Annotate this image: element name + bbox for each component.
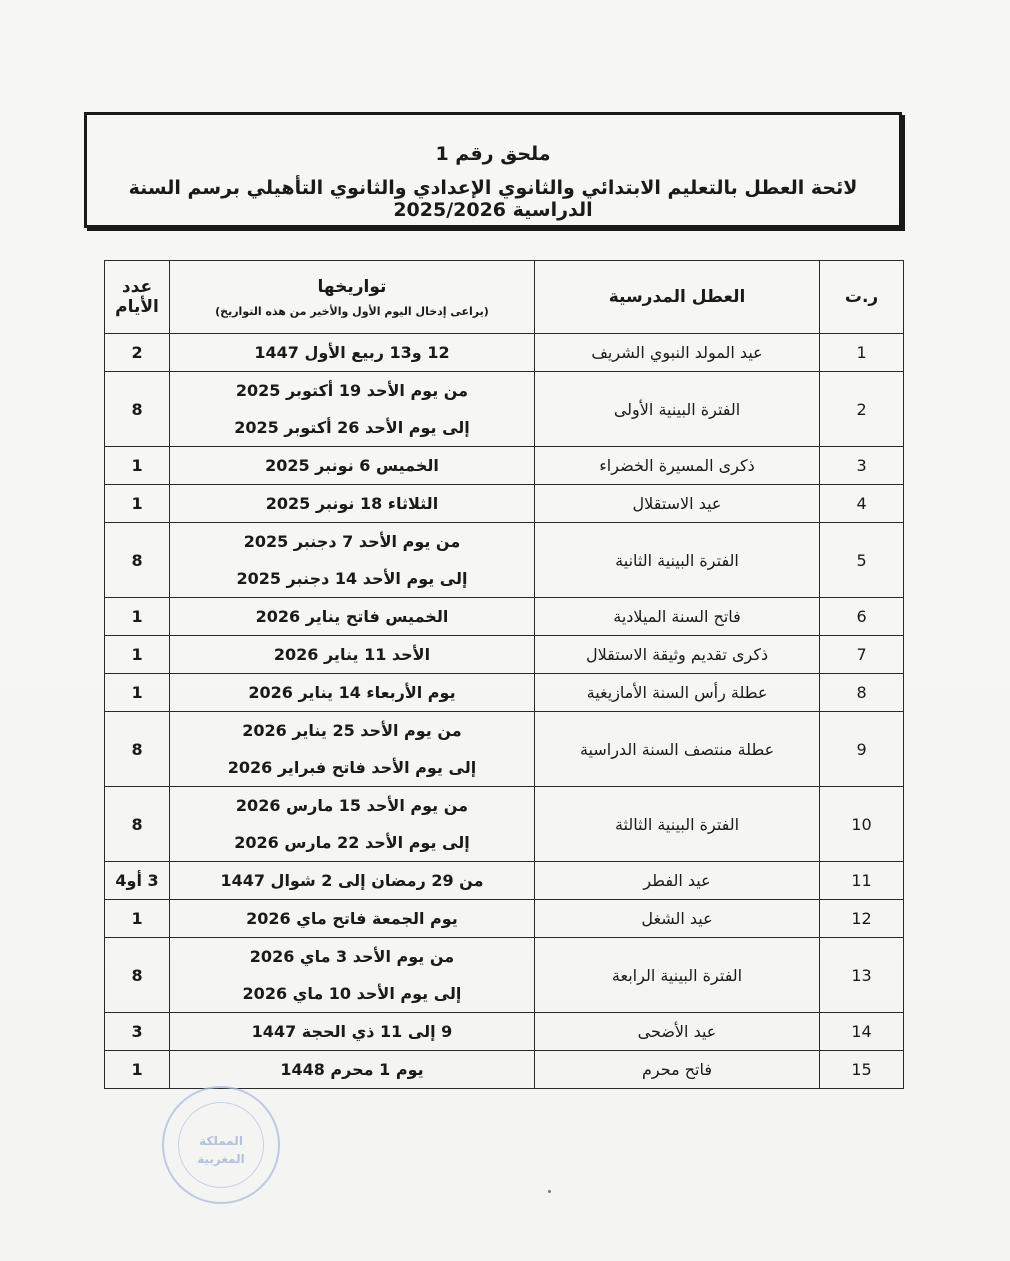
table-row bbox=[105, 900, 904, 938]
table-row bbox=[105, 447, 904, 485]
table-row bbox=[105, 334, 904, 372]
date-line: 9 إلى 11 ذي الحجة 1447 bbox=[251, 1022, 453, 1041]
row-number: 10 bbox=[820, 787, 904, 862]
table-row bbox=[105, 1013, 904, 1051]
table-row bbox=[105, 862, 904, 900]
days-count: 1 bbox=[105, 636, 170, 674]
holiday-name: عيد الاستقلال bbox=[534, 485, 819, 523]
holiday-dates bbox=[170, 485, 535, 523]
days-count: 2 bbox=[105, 334, 170, 372]
days-count: 1 bbox=[105, 598, 170, 636]
row-number: 14 bbox=[820, 1013, 904, 1051]
date-line: الثلاثاء 18 نونبر 2025 bbox=[265, 494, 439, 513]
days-count: 8 bbox=[105, 712, 170, 787]
table-row bbox=[105, 485, 904, 523]
holiday-dates bbox=[170, 372, 535, 447]
table-row bbox=[105, 523, 904, 598]
holiday-dates bbox=[170, 636, 535, 674]
row-number: 6 bbox=[820, 598, 904, 636]
days-count: 1 bbox=[105, 674, 170, 712]
row-number: 11 bbox=[820, 862, 904, 900]
document-header bbox=[84, 112, 902, 228]
date-line: من يوم الأحد 3 ماي 2026 bbox=[249, 947, 455, 966]
days-count: 1 bbox=[105, 1051, 170, 1089]
row-number: 1 bbox=[820, 334, 904, 372]
holiday-name: عطلة رأس السنة الأمازيغية bbox=[534, 674, 819, 712]
table-row bbox=[105, 1051, 904, 1089]
date-line: إلى يوم الأحد فاتح فبراير 2026 bbox=[227, 758, 477, 777]
seal-text bbox=[164, 1132, 278, 1168]
holiday-name: عيد المولد النبوي الشريف bbox=[534, 334, 819, 372]
date-line: من يوم الأحد 19 أكتوبر 2025 bbox=[235, 381, 469, 400]
table-row bbox=[105, 712, 904, 787]
header-dates-note: (يراعى إدخال اليوم الأول والأخير من هذه التواريخ) bbox=[215, 304, 489, 318]
holiday-dates bbox=[170, 334, 535, 372]
table-row bbox=[105, 372, 904, 447]
date-line: يوم الأربعاء 14 يناير 2026 bbox=[248, 683, 456, 702]
row-number: 9 bbox=[820, 712, 904, 787]
header-days-line2: الأيام bbox=[115, 297, 159, 317]
holiday-name: الفترة البينية الأولى bbox=[534, 372, 819, 447]
holiday-dates bbox=[170, 862, 535, 900]
holiday-name: فاتح محرم bbox=[534, 1051, 819, 1089]
row-number: 4 bbox=[820, 485, 904, 523]
date-line: الخميس فاتح يناير 2026 bbox=[255, 607, 449, 626]
date-line: 12 و13 ربيع الأول 1447 bbox=[254, 343, 450, 362]
date-line: يوم 1 محرم 1448 bbox=[280, 1060, 424, 1079]
holiday-dates bbox=[170, 1051, 535, 1089]
date-line: إلى يوم الأحد 14 دجنبر 2025 bbox=[236, 569, 468, 588]
table-header-row bbox=[105, 261, 904, 334]
seal-text-line2: المغربية bbox=[197, 1152, 245, 1166]
holiday-name: الفترة البينية الثانية bbox=[534, 523, 819, 598]
date-line: الخميس 6 نونبر 2025 bbox=[265, 456, 439, 475]
days-count: 8 bbox=[105, 372, 170, 447]
seal-text-line1: المملكة bbox=[199, 1134, 243, 1148]
days-count: 8 bbox=[105, 938, 170, 1013]
date-line: من يوم الأحد 7 دجنبر 2025 bbox=[243, 532, 461, 551]
date-line: إلى يوم الأحد 22 مارس 2026 bbox=[234, 833, 470, 852]
holiday-dates bbox=[170, 938, 535, 1013]
header-days bbox=[105, 261, 170, 334]
holiday-dates bbox=[170, 674, 535, 712]
holiday-dates bbox=[170, 712, 535, 787]
header-days-line1: عدد bbox=[121, 277, 153, 297]
row-number: 3 bbox=[820, 447, 904, 485]
holiday-name: الفترة البينية الرابعة bbox=[534, 938, 819, 1013]
row-number: 15 bbox=[820, 1051, 904, 1089]
date-line: يوم الجمعة فاتح ماي 2026 bbox=[246, 909, 458, 928]
holiday-dates bbox=[170, 900, 535, 938]
holiday-name: عيد الأضحى bbox=[534, 1013, 819, 1051]
days-count: 1 bbox=[105, 485, 170, 523]
table-row bbox=[105, 598, 904, 636]
row-number: 2 bbox=[820, 372, 904, 447]
holidays-table bbox=[104, 260, 904, 1089]
row-number: 5 bbox=[820, 523, 904, 598]
holiday-name: الفترة البينية الثالثة bbox=[534, 787, 819, 862]
date-line: من يوم الأحد 15 مارس 2026 bbox=[235, 796, 469, 815]
table-body bbox=[105, 334, 904, 1089]
header-num: ر.ت bbox=[820, 261, 904, 334]
holiday-name: عطلة منتصف السنة الدراسية bbox=[534, 712, 819, 787]
holiday-name: فاتح السنة الميلادية bbox=[534, 598, 819, 636]
row-number: 7 bbox=[820, 636, 904, 674]
page-speck bbox=[548, 1190, 551, 1193]
holiday-dates bbox=[170, 598, 535, 636]
days-count: 1 bbox=[105, 900, 170, 938]
date-line: من يوم الأحد 25 يناير 2026 bbox=[242, 721, 462, 740]
holiday-dates bbox=[170, 447, 535, 485]
holiday-name: عيد الفطر bbox=[534, 862, 819, 900]
days-count: 8 bbox=[105, 523, 170, 598]
header-dates bbox=[170, 261, 535, 334]
holiday-dates bbox=[170, 1013, 535, 1051]
document-title: لائحة العطل بالتعليم الابتدائي والثانوي الإعدادي والثانوي التأهيلي برسم السنة الدراسية 2025/2026 bbox=[128, 177, 858, 221]
table-row bbox=[105, 674, 904, 712]
table-row bbox=[105, 938, 904, 1013]
table-row bbox=[105, 636, 904, 674]
date-line: إلى يوم الأحد 10 ماي 2026 bbox=[242, 984, 462, 1003]
holiday-name: عيد الشغل bbox=[534, 900, 819, 938]
table-row bbox=[105, 787, 904, 862]
date-line: الأحد 11 يناير 2026 bbox=[273, 645, 431, 664]
row-number: 13 bbox=[820, 938, 904, 1013]
annex-label: ملحق رقم 1 bbox=[435, 143, 551, 165]
days-count: 3 أو4 bbox=[105, 862, 170, 900]
holiday-name: ذكرى تقديم وثيقة الاستقلال bbox=[534, 636, 819, 674]
date-line: من 29 رمضان إلى 2 شوال 1447 bbox=[220, 871, 484, 890]
days-count: 1 bbox=[105, 447, 170, 485]
holiday-dates bbox=[170, 787, 535, 862]
date-line: إلى يوم الأحد 26 أكتوبر 2025 bbox=[234, 418, 470, 437]
row-number: 12 bbox=[820, 900, 904, 938]
holiday-dates bbox=[170, 523, 535, 598]
row-number: 8 bbox=[820, 674, 904, 712]
holiday-name: ذكرى المسيرة الخضراء bbox=[534, 447, 819, 485]
official-seal bbox=[162, 1086, 280, 1204]
header-dates-label: تواريخها bbox=[317, 276, 387, 297]
days-count: 3 bbox=[105, 1013, 170, 1051]
days-count: 8 bbox=[105, 787, 170, 862]
header-name: العطل المدرسية bbox=[534, 261, 819, 334]
